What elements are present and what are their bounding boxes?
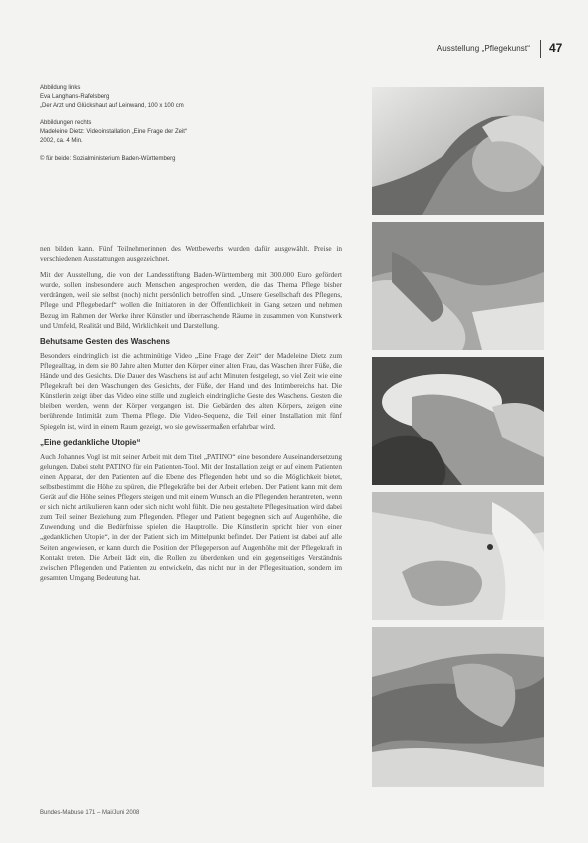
body-paragraph: Auch Johannes Vogl ist mit seiner Arbeit mit dem Titel „PATINO“ eine besondere Auseinandersetzung gelungen. Dabei steht PATINO für ein Patienten-Tool. Mit der Installation zeigt er auf einem Patienten einen Apparat, der den Patienten auf die Ebene des Pflegenden hebt und so die Möglichkeit bietet, selbstbestimmt die Höhe zu spüren, die Pflegekräfte bei der Arbeit erleben. Der Patient kann mit dem Gerät auf die Höhe seines Pflegers steigen und mit einem Wunsch an die Pflegenden herantreten, wenn er sich nicht artikulieren kann oder sich nicht wohl fühlt. Die neu gestaltete Pflegesituation wird dabei zum Teil seiner Beziehung zum Pflegenden. Pfleger und Patient begegnen sich auf Augenhöhe, die Zuwendung und die Bedürfnisse spielen die Hauptrolle. Die Künstlerin spricht hier von einer „gedanklichen Utopie“, in der der Patient sich im Mittelpunkt befindet. Der Patient ist dabei auf alle Seiten angewiesen, er kann durch die Position der Pflegeperson auf Augenhöhe mit der Pflegekraft in Kontakt treten. Die Arbeit lädt ein, die Rollen zu überdenken und ein gegenseitiges Verständnis zwischen Pflegenden und Patienten zu entwickeln, das nicht nur in der Pflegesituation, sondern im gesamten Umgang Bedeutung hat. [40,451,342,582]
page-number: 47 [549,41,563,55]
video-still-hands-neck [372,222,544,350]
photo-copyright: © für beide: Sozialministerium Baden-Württemberg [40,155,176,162]
caption-right-line: 2002, ca. 4 Min. [40,137,83,144]
video-still-face-washing [372,357,544,485]
video-still-hand-cloth [372,492,544,620]
caption-right [40,119,340,145]
caption-right-line: Madeleine Dietz: Videoinstallation „Eine Frage der Zeit“ [40,129,187,136]
body-paragraph: Besonders eindringlich ist die achtminütige Video „Eine Frage der Zeit“ der Madeleine Dietz zum Pflegealltag, in dem sie 80 Jahre alten Mutter den Körper einer alten Frau, das Waschen ihrer Füße, die Hände und des Gesichts. Die Dauer des Waschens ist auf acht Minuten festgelegt, so viel Zeit wie eine Pflegekraft bei den Waschungen des Gesichts, der Füße, der Hand und des Intimbereichs hat. Die Künstlerin zeigt über das Video eine stille und zugleich eindringliche Geste des Waschens. Gesten die bleiben werden, wenn der Körper vergangen ist. Die Gebärden des alten Körpers, zeigen eine berührende Intimität zum Thema Pflege. Die Video-Sequenz, die Teil einer Installation mit fünf Spiegeln ist, wird in einem Raum gezeigt, wo sie gewissermaßen erfahrbar wird. [40,350,342,431]
section-header-title: Ausstellung „Pflegekunst“ [436,44,530,53]
caption-left-line: Eva Langhans-Rafelsberg [40,93,110,100]
article-body [40,244,342,589]
body-paragraph: Mit der Ausstellung, die von der Landesstiftung Baden-Württemberg mit 300.000 Euro gefördert wurde, sollen insbesondere auch Menschen angesprochen werden, die das Thema Pflege bisher verdrängen, weil sie selbst (noch) nicht persönlich betroffen sind. „Unsere Gesellschaft des Pflegens, Pflege und Pflegebedarf“ wollen die Initiatoren in der Öffentlichkeit in Gang setzen und nehmen Bezug im Rahmen der Werke ihrer Künstler und überraschende Räume in zusammen von Kunstwerk und Umfeld, Realität und Bild, Wirklichkeit und Darstellung. [40,270,342,330]
caption-left-heading: Abbildung links [40,85,81,91]
image-captions [40,84,340,164]
header-divider [540,40,541,58]
video-still-hands-feet [372,627,544,787]
section-heading: „Eine gedankliche Utopie“ [40,437,141,447]
caption-right-heading: Abbildungen rechts [40,120,92,127]
video-still-face-profile [372,87,544,215]
caption-left-line: „Der Arzt und Glückshaut auf Leinwand, 100 x 100 cm [40,102,184,109]
page-footer: Bundes-Mabuse 171 – Mai/Juni 2008 [40,810,140,816]
caption-left [40,84,340,110]
body-paragraph: nen bilden kann. Fünf Teilnehmerinnen des Wettbewerbs wurden dafür ausgewählt. Preise in verschiedenen Ausstattungen ausgezeichnet. [40,244,342,264]
section-heading: Behutsame Gesten des Waschens [40,336,170,346]
